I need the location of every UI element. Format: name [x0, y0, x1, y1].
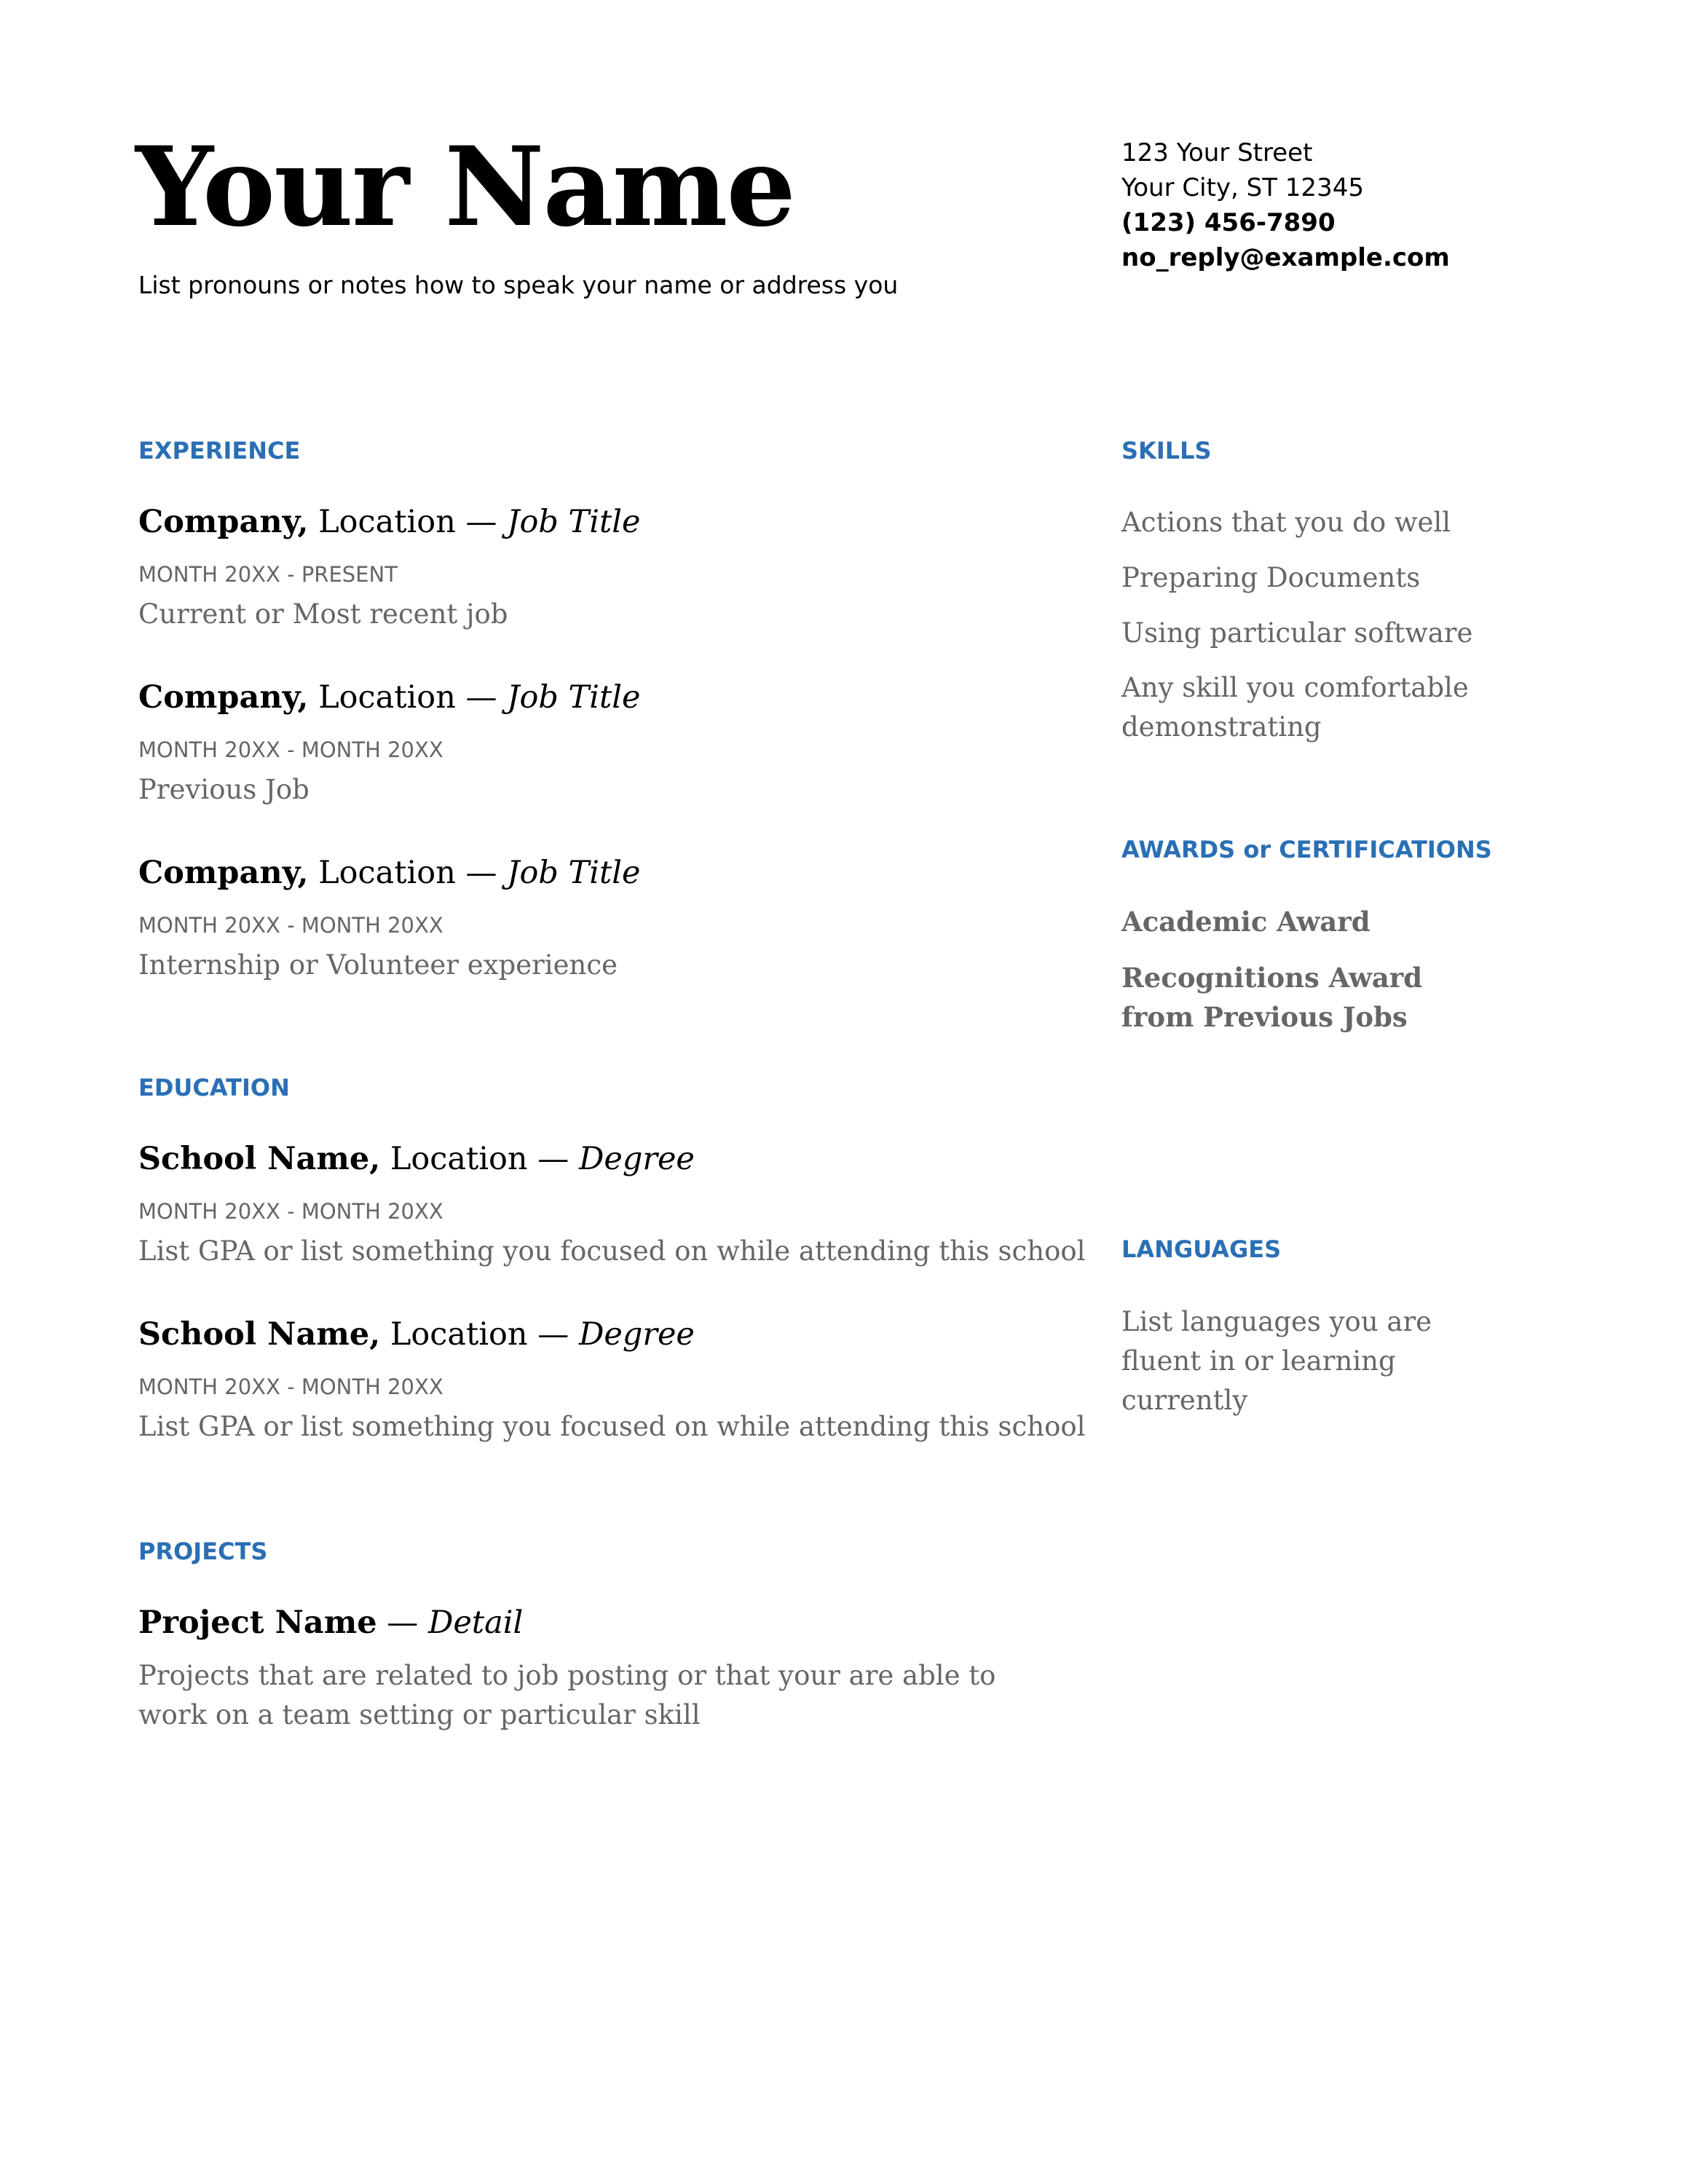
award-item: Recognitions Award from Previous Jobs: [1121, 962, 1423, 1033]
award-item: Academic Award: [1121, 906, 1370, 938]
contact-phone: (123) 456-7890: [1121, 208, 1336, 237]
education-entry-title: [138, 1316, 695, 1353]
entry-org: School Name,: [138, 1141, 381, 1177]
experience-entry-title: [138, 504, 640, 540]
skill-item: Preparing Documents: [1121, 562, 1421, 593]
skill-item: Any skill you comfortable demonstrating: [1121, 672, 1469, 743]
education-entry-dates: MONTH 20XX - MONTH 20XX: [138, 1374, 443, 1399]
project-entry-desc: Projects that are related to job posting or that your are able to work on a team setting or particular skill: [138, 1660, 996, 1730]
entry-org: School Name,: [138, 1316, 381, 1353]
education-entry-desc: List GPA or list something you focused on while attending this school: [138, 1235, 1086, 1267]
awards-heading: AWARDS or CERTIFICATIONS: [1121, 836, 1492, 863]
project-entry-title: [138, 1605, 523, 1641]
languages-heading: LANGUAGES: [1121, 1235, 1282, 1263]
experience-entry-desc: Previous Job: [138, 774, 309, 805]
project-separator: —: [376, 1605, 428, 1641]
skill-item: Actions that you do well: [1121, 507, 1451, 538]
experience-entry-title: [138, 679, 640, 716]
experience-entry-dates: MONTH 20XX - PRESENT: [138, 562, 398, 587]
education-heading: EDUCATION: [138, 1074, 290, 1101]
experience-entry-desc: Internship or Volunteer experience: [138, 949, 618, 981]
contact-city: Your City, ST 12345: [1121, 173, 1364, 202]
entry-location: Location —: [308, 504, 508, 540]
experience-entry-dates: MONTH 20XX - MONTH 20XX: [138, 913, 443, 938]
languages-text: List languages you are fluent in or learning currently: [1121, 1306, 1432, 1416]
skill-item: Using particular software: [1121, 617, 1473, 649]
project-detail: Detail: [427, 1605, 524, 1641]
skills-heading: SKILLS: [1121, 437, 1212, 464]
entry-role: Job Title: [507, 504, 641, 540]
entry-org: Company,: [138, 855, 309, 891]
entry-org: Company,: [138, 504, 309, 540]
projects-heading: PROJECTS: [138, 1538, 268, 1565]
entry-role: Degree: [578, 1316, 695, 1353]
contact-email: no_reply@example.com: [1121, 243, 1450, 272]
entry-location: Location —: [308, 679, 508, 716]
experience-entry-title: [138, 855, 640, 891]
contact-block: [1121, 135, 1450, 275]
entry-role: Job Title: [507, 855, 641, 891]
entry-role: Job Title: [507, 679, 641, 716]
project-name: Project Name: [138, 1605, 377, 1641]
contact-street: 123 Your Street: [1121, 138, 1313, 167]
pronouns-note: List pronouns or notes how to speak your name or address you: [138, 271, 899, 299]
education-entry-desc: List GPA or list something you focused on while attending this school: [138, 1411, 1086, 1442]
experience-entry-dates: MONTH 20XX - MONTH 20XX: [138, 737, 443, 762]
education-entry-dates: MONTH 20XX - MONTH 20XX: [138, 1199, 443, 1224]
entry-location: Location —: [380, 1141, 579, 1177]
entry-org: Company,: [138, 679, 309, 716]
education-entry-title: [138, 1141, 695, 1177]
entry-location: Location —: [308, 855, 508, 891]
entry-location: Location —: [380, 1316, 579, 1353]
experience-entry-desc: Current or Most recent job: [138, 598, 508, 630]
entry-role: Degree: [578, 1141, 695, 1177]
resume-name: Your Name: [135, 123, 794, 251]
experience-heading: EXPERIENCE: [138, 437, 301, 464]
